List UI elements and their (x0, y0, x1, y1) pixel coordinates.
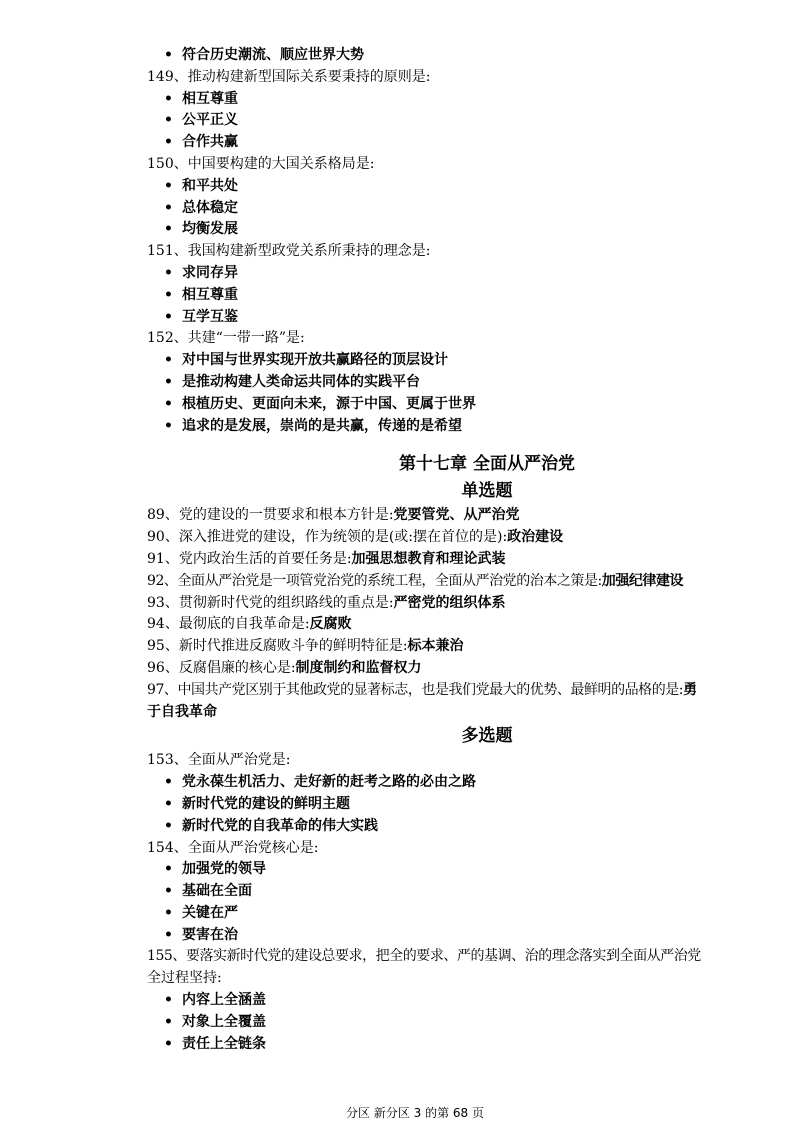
answer-text: 反腐败 (309, 616, 352, 633)
option-text: 对象上全覆盖 (182, 1013, 266, 1030)
list-item (147, 132, 767, 154)
list-item (147, 110, 767, 132)
question-154: 154、全面从严治党核心是: (147, 839, 319, 856)
question-150: 150、中国要构建的大国关系格局是: (147, 155, 375, 172)
option-text: 新时代党的自我革命的伟大实践 (182, 817, 378, 834)
list-item (147, 45, 767, 67)
bullet-dot: • (164, 373, 173, 390)
option-text: 相互尊重 (182, 286, 238, 303)
bullet-dot: • (164, 308, 173, 325)
question-96 (147, 658, 767, 680)
option-text: 相互尊重 (182, 90, 238, 107)
option-text: 和平共处 (182, 177, 238, 194)
answer-text: 标本兼治 (407, 638, 464, 655)
bullet-dot: • (164, 1013, 173, 1030)
option-text: 是推动构建人类命运共同体的实践平台 (182, 373, 420, 390)
option-text: 根植历史、更面向未来，源于中国、更属于世界 (182, 395, 476, 412)
question-text: 94、最彻底的自我革命是: (147, 616, 310, 633)
bullet-dot: • (164, 861, 173, 878)
question-text: 95、新时代推进反腐败斗争的鲜明特征是: (147, 638, 408, 655)
option-text: 基础在全面 (182, 883, 252, 900)
list-item (147, 925, 767, 947)
question-89 (147, 505, 767, 527)
option-text: 总体稳定 (182, 199, 238, 216)
bullet-dot: • (164, 47, 173, 63)
question-text: 91、党内政治生活的首要任务是: (147, 550, 352, 567)
question-90 (147, 527, 767, 549)
list-item (147, 794, 767, 816)
list-item (147, 772, 767, 794)
answer-text: 勇 (683, 681, 697, 698)
option-text: 公平正义 (182, 112, 238, 129)
list-item (147, 307, 767, 329)
bullet-dot: • (164, 795, 173, 812)
option-text: 均衡发展 (182, 221, 238, 238)
list-item (147, 1012, 767, 1034)
list-item (147, 903, 767, 925)
option-text: 党永葆生机活力、走好新的赶考之路的必由之路 (182, 774, 476, 791)
bullet-dot: • (164, 352, 173, 369)
answer-text: 严密党的组织体系 (393, 594, 506, 611)
question-text: 96、反腐倡廉的核心是: (147, 659, 296, 676)
list-item (147, 219, 767, 241)
question-text: 89、党的建设的一贯要求和根本方针是: (147, 507, 394, 524)
option-text: 互学互鉴 (182, 308, 238, 325)
list-item (147, 176, 767, 198)
bullet-dot: • (164, 1035, 173, 1052)
question-91 (147, 549, 767, 571)
option-text: 符合历史潮流、顺应世界大势 (182, 47, 364, 63)
option-text: 新时代党的建设的鲜明主题 (182, 795, 350, 812)
question-97-continued (147, 702, 767, 724)
bullet-dot: • (164, 90, 173, 107)
list-item (147, 416, 767, 438)
question-text: 92、全面从严治党是一项管党治党的系统工程，全面从严治党的治本之策是: (147, 572, 602, 589)
option-text: 加强党的领导 (182, 861, 266, 878)
option-text: 合作共赢 (182, 134, 238, 151)
question-151: 151、我国构建新型政党关系所秉持的理念是: (147, 243, 431, 260)
question-155: 155、要落实新时代党的建设总要求，把全的要求、严的基调、治的理念落实到全面从严治党 (147, 948, 701, 965)
question-94 (147, 614, 767, 636)
bullet-dot: • (164, 883, 173, 900)
question-155-continued: 全过程坚持: (147, 970, 222, 987)
list-item (147, 285, 767, 307)
bullet-dot: • (164, 221, 173, 238)
answer-text: 加强思想教育和理论武装 (351, 550, 506, 567)
page-content (147, 45, 767, 1055)
option-text: 内容上全涵盖 (182, 992, 266, 1009)
list-item (147, 89, 767, 111)
question-text: 97、中国共产党区别于其他政党的显著标志，也是我们党最大的优势、最鲜明的品格的是: (147, 681, 684, 698)
question-97 (147, 680, 767, 702)
list-item (147, 859, 767, 881)
list-item (147, 816, 767, 838)
question-text: 90、深入推进党的建设，作为统领的是(或:摆在首位的是): (147, 529, 508, 546)
option-text: 要害在治 (182, 926, 238, 943)
list-item (147, 1034, 767, 1056)
question-153: 153、全面从严治党是: (147, 752, 291, 769)
list-item (147, 372, 767, 394)
bullet-dot: • (164, 134, 173, 151)
question-93 (147, 593, 767, 615)
list-item (147, 263, 767, 285)
option-text: 追求的是发展，崇尚的是共赢，传递的是希望 (182, 417, 462, 434)
answer-text: 加强纪律建设 (601, 572, 684, 589)
question-text: 93、贯彻新时代党的组织路线的重点是: (147, 594, 394, 611)
bullet-dot: • (164, 774, 173, 791)
bullet-dot: • (164, 817, 173, 834)
bullet-dot: • (164, 112, 173, 129)
option-text: 对中国与世界实现开放共赢路径的顶层设计 (182, 352, 448, 369)
question-95 (147, 636, 767, 658)
bullet-dot: • (164, 395, 173, 412)
question-152: 152、共建“一带一路”是: (147, 330, 305, 347)
list-item (147, 990, 767, 1012)
page-footer: 分区 新分区 3 的第 68 页 (346, 1106, 484, 1120)
question-92 (147, 571, 767, 593)
bullet-dot: • (164, 992, 173, 1009)
option-text: 关键在严 (182, 904, 238, 921)
answer-text: 于自我革命 (147, 703, 217, 720)
list-item (147, 198, 767, 220)
list-item (147, 350, 767, 372)
bullet-dot: • (164, 417, 173, 434)
bullet-dot: • (164, 264, 173, 281)
question-149: 149、推动构建新型国际关系要秉持的原则是: (147, 68, 431, 85)
bullet-dot: • (164, 926, 173, 943)
bullet-dot: • (164, 199, 173, 216)
chapter-title: 第十七章 全面从严治党 (399, 454, 575, 475)
multi-choice-heading: 多选题 (461, 726, 513, 747)
list-item (147, 394, 767, 416)
single-choice-heading: 单选题 (461, 481, 513, 502)
answer-text: 制度制约和监督权力 (295, 659, 422, 676)
bullet-dot: • (164, 177, 173, 194)
list-item (147, 881, 767, 903)
bullet-dot: • (164, 904, 173, 921)
bullet-dot: • (164, 286, 173, 303)
option-text: 求同存异 (182, 264, 238, 281)
option-text: 责任上全链条 (182, 1035, 266, 1052)
answer-text: 党要管党、从严治党 (393, 507, 520, 524)
answer-text: 政治建设 (507, 529, 564, 546)
